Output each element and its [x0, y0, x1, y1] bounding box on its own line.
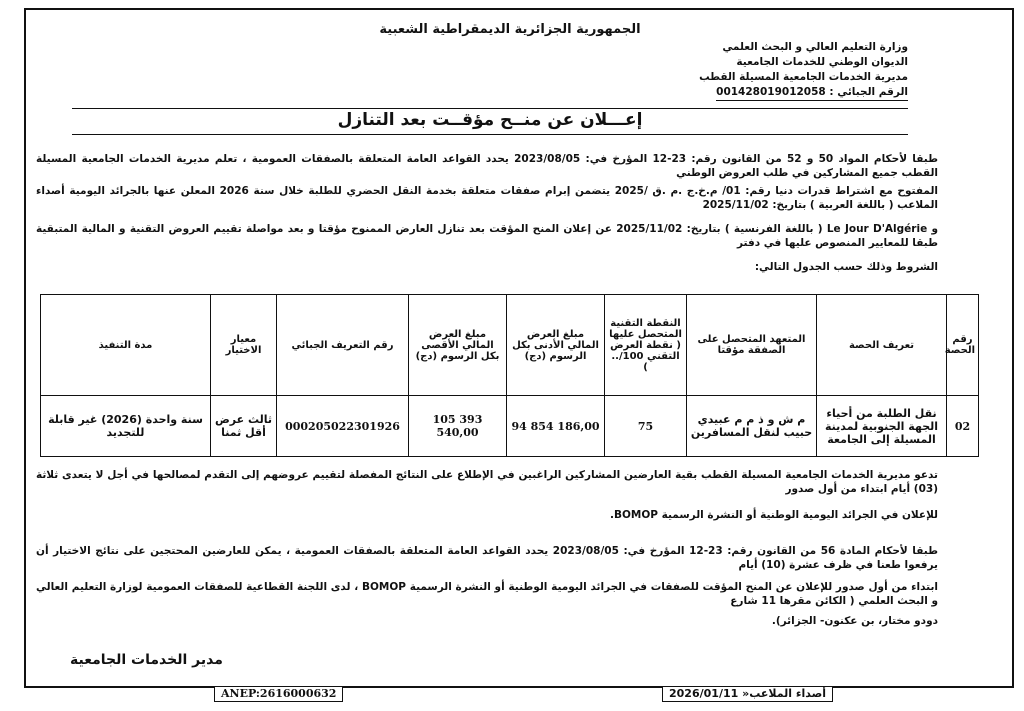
cell-fiscal-id: 000205022301926	[277, 396, 409, 457]
body-paragraph-6: للإعلان في الجرائد اليومية الوطنية أو النشرة الرسمية BOMOP.	[610, 509, 938, 521]
title-top-rule	[72, 108, 908, 109]
body-paragraph-8: ابتداء من أول صدور للإعلان عن المنح المؤقت للصفقات في الجرائد اليومية الوطنية أو النشرة الرسمية BOMOP ، لدى اللجنة القطاعية للصفقات العمومية لوزارة التعليم العالي و البحث العلمي ( الكائن مقرها 11 شارع	[36, 581, 939, 607]
results-table	[40, 294, 979, 457]
header-lot-definition: تعريف الحصة	[817, 295, 947, 396]
cell-max-amount: 105 393 540,00	[409, 396, 507, 457]
header-max-amount: مبلغ العرض المالي الأقصى بكل الرسوم (دج)	[409, 295, 507, 396]
publication-source: أصداء الملاعب« 2026/01/11	[662, 686, 833, 702]
intro-paragraph-2: المفتوح مع اشتراط قدرات دنيا رقم: 01/ م.خ.ج .م .ق /2025 يتضمن إبرام صفقات متعلقة بخدمة النقل الحضري للطلبة خلال سنة 2026 المعلن عنها بالجرائد اليومية أصداء الملاعب ( باللغة العربية ) بتاريخ: 2025/11/02	[36, 185, 938, 211]
header-duration: مدة التنفيذ	[41, 295, 211, 396]
cell-min-amount: 94 854 186,00	[507, 396, 605, 457]
cell-lot-definition: نقل الطلبة من أحياء الجهة الجنوبية لمدينة المسيلة إلى الجامعة	[817, 396, 947, 457]
fiscal-id: الرقم الجبائي : 001428019012058	[716, 85, 908, 101]
ministry-line: الديوان الوطني للخدمات الجامعية	[736, 56, 908, 68]
announcement-title: إعـــلان عن منــح مؤقــت بعد التنازل	[337, 110, 643, 130]
header-bidder: المتعهد المتحصل على الصفقة مؤقتا	[687, 295, 817, 396]
header-lot-number: رقم الحصة	[947, 295, 979, 396]
cell-lot-number: 02	[947, 396, 979, 457]
body-paragraph-9: دودو مختار، بن عكنون- الجزائر).	[771, 615, 938, 627]
ministry-line: مديرية الخدمات الجامعية المسيلة القطب	[699, 71, 908, 83]
intro-paragraph-3: و Le Jour D'Algérie ( باللغة الفرنسية ) بتاريخ: 2025/11/02 عن إعلان المنح المؤقت بعد تنازل العارض الممنوح مؤقتا و بعد مواصلة تقييم العروض التقنية و المالية المتبقية طبقا للمعايير المنصوص عليها في دفتر	[36, 223, 939, 249]
cell-technical-score: 75	[605, 396, 687, 457]
ministry-block	[658, 40, 908, 101]
cell-bidder: م ش و ذ م م عبيدي حبيب لنقل المسافرين	[687, 396, 817, 457]
intro-paragraph-4: الشروط وذلك حسب الجدول التالي:	[754, 261, 938, 273]
body-paragraph-5: تدعو مديرية الخدمات الجامعية المسيلة القطب بقية العارضين المشاركين الراغبين في الإطلاع على النتائج المفصلة لتقييم عروضهم إلى التقدم لمصالحها في أجل لا يتعدى ثلاثة (03) أيام ابتداء من أول صدور	[36, 469, 938, 495]
cell-duration: سنة واحدة (2026) غير قابلة للتجديد	[41, 396, 211, 457]
signature-title: مدير الخدمات الجامعية	[70, 652, 223, 668]
intro-paragraph-1: طبقا لأحكام المواد 50 و 52 من القانون رقم: 23-12 المؤرخ في: 2023/08/05 يحدد القواعد العامة المتعلقة بالصفقات العمومية ، تعلم مديرية الخدمات الجامعية المسيلة القطب جميع المشاركين في طلب العروض الوطني	[36, 153, 938, 179]
body-paragraph-7: طبقا لأحكام المادة 56 من القانون رقم: 23-12 المؤرخ في: 2023/08/05 يحدد القواعد العامة المتعلقة بالصفقات العمومية ، يمكن للعارضين المحتجين على نتائج الاختيار أن يرفعوا طعنا في ظرف عشرة (10) أيام	[36, 545, 938, 571]
title-bottom-rule	[72, 134, 908, 135]
country-heading: الجمهورية الجزائرية الديمقراطية الشعبية	[379, 22, 641, 37]
header-technical-score: النقطة التقنية المتحصل عليها ( نقطة العرض التقني 100/.. )	[605, 295, 687, 396]
header-selection-criterion: معيار الاختيار	[211, 295, 277, 396]
cell-selection-criterion: ثالث عرض أقل ثمنا	[211, 396, 277, 457]
header-fiscal-id: رقم التعريف الجبائي	[277, 295, 409, 396]
ministry-line: وزارة التعليم العالي و البحث العلمي	[722, 41, 908, 53]
header-min-amount: مبلغ العرض المالي الأدنى بكل الرسوم (دج)	[507, 295, 605, 396]
table-header-row	[41, 295, 979, 396]
anep-reference: ANEP:2616000632	[214, 686, 343, 702]
table-row	[41, 396, 979, 457]
